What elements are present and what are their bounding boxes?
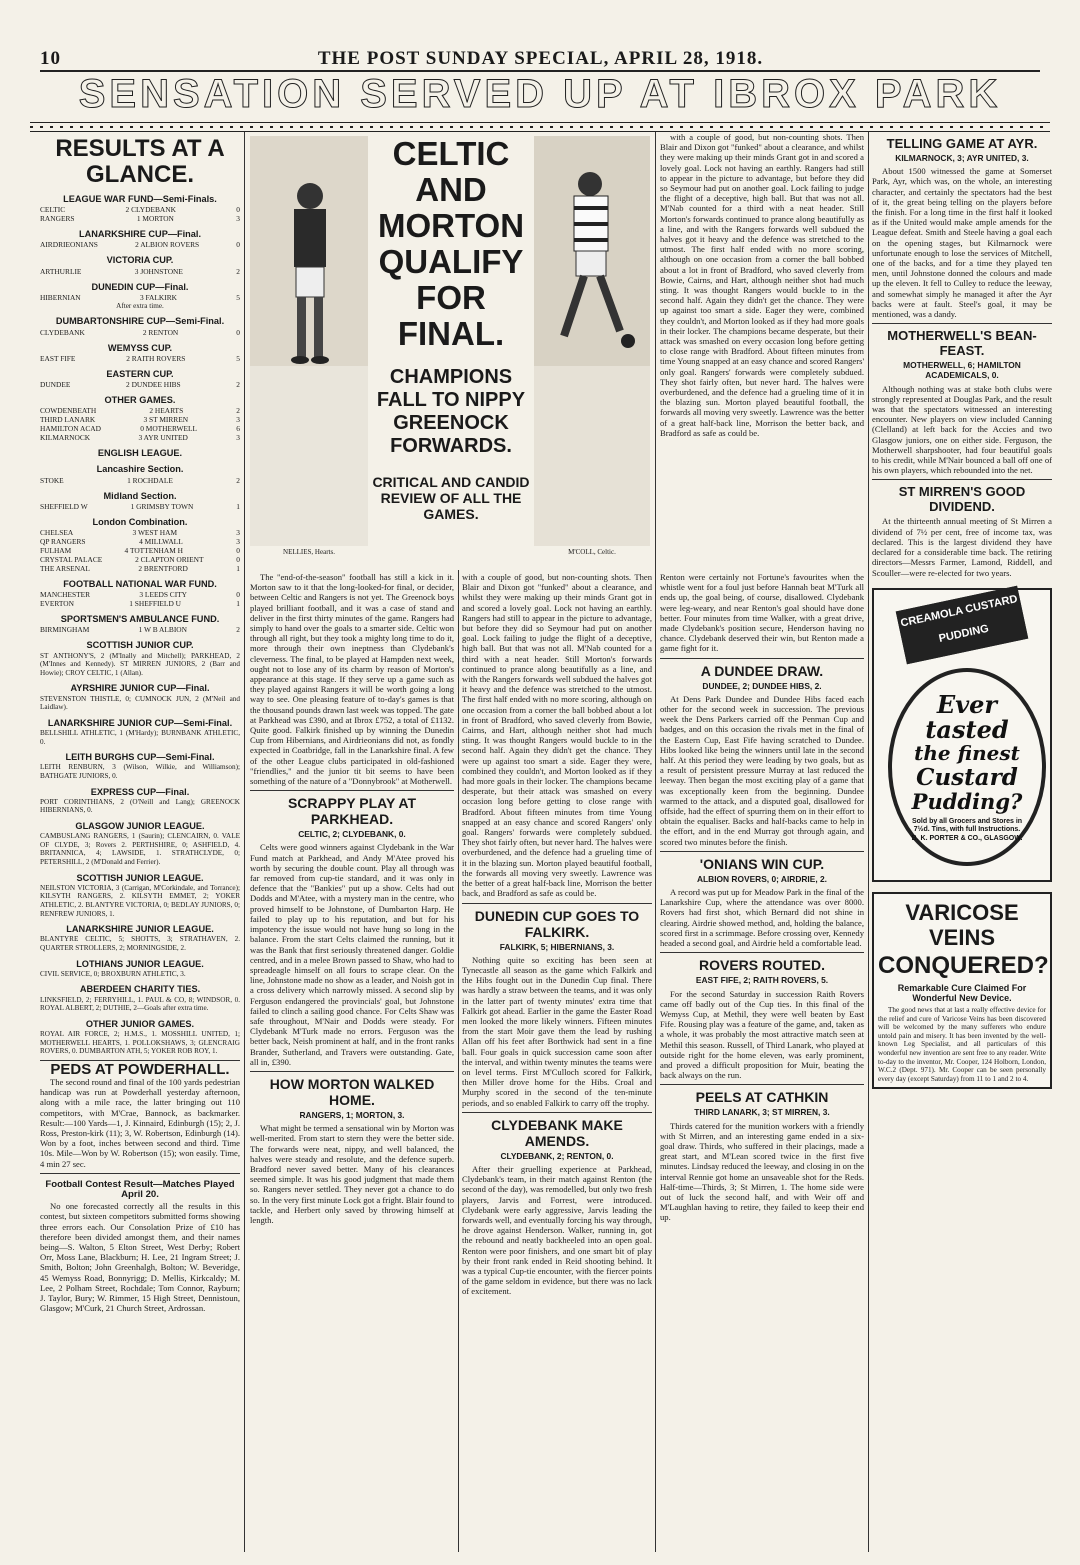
home-team: CHELSEA [40, 528, 74, 538]
junior-section-heading: SCOTTISH JUNIOR LEAGUE. [76, 872, 204, 883]
results-section-heading: VICTORIA CUP. [106, 255, 174, 266]
junior-section-text: ROYAL AIR FORCE, 2; H.M.S., 1. MOSSHILL UNITED, 1; MOTHERWELL HEARTS, 1. POLLOKSHAWS, 3; GLENCRAIG ROVERS, 0. DUMBARTON ATH, 5; YOKER ROB ROY, 1. [40, 1029, 240, 1056]
away-score: 1 [236, 501, 240, 511]
right-column [872, 132, 1052, 1552]
ad-line-4: Custard [916, 763, 1018, 791]
result-row [40, 205, 240, 214]
away-score: 0 [236, 555, 240, 565]
results-section-heading: WEMYSS CUP. [107, 342, 173, 353]
score-and-away-team: 4 MILLWALL [139, 537, 183, 547]
results-section-heading: EASTERN CUP. [106, 368, 174, 379]
home-team: CELTIC [40, 205, 66, 215]
column-rule [655, 132, 656, 1552]
away-score: 3 [236, 528, 240, 538]
home-team: EVERTON [40, 599, 74, 609]
away-score: 0 [236, 327, 240, 337]
home-team: RANGERS [40, 214, 75, 224]
results-column [40, 132, 240, 1552]
result-row [40, 476, 240, 485]
page-number: 10 [40, 48, 61, 69]
ad-line-1: Ever [936, 689, 998, 719]
player-figure-icon [250, 136, 368, 546]
junior-section-text: NEILSTON VICTORIA, 3 (Carrigan, M'Corkindale, and Torrance); KILSYTH RANGERS, 2. KILSYTH EMMET, 2; YOKER ATHLETIC, 2. BLANTYRE VICTORIA, 0; BEDLAY JUNIORS, 0; RENFREW JUNIORS, 1. [40, 883, 240, 918]
home-team: THIRD LANARK [40, 415, 96, 425]
junior-section-text: BELLSHILL ATHLETIC, 1 (M'Hardy); BURNBANK ATHLETIC, 0. [40, 729, 240, 746]
motherwell-heading: MOTHERWELL'S BEAN-FEAST. [887, 328, 1037, 359]
main-headline-block [250, 136, 650, 568]
ayr-heading: TELLING GAME AT AYR. [886, 136, 1038, 151]
stmirren-text: At the thirteenth annual meeting of St Mirren a dividend of 7½ per cent, free of income tax, was declared. This is the largest dividend they have declared for a considerable time back. The retiring directors—Messrs Farmer, Lamond, Riddell, and Scouller—were re-elected for two years. [872, 516, 1052, 578]
result-row [40, 406, 240, 415]
photo-caption-left: NELLIES, Hearts. [283, 548, 335, 556]
dotted-rule [30, 122, 1050, 132]
ayr-text: About 1500 witnessed the game at Somerset Park, Ayr, which was, on the whole, an interesting character, and certainly the spectators had the best of it, the great being telling on the players before the finish. For a long time in the first half it looked as if the United would make ample amends for the League defeat. Smith and Steele having a goal each on the opening stages, but Kilmarnock were unfortunate enough to lose the services of Mitchell, one of the backs, and for a time they played ten men, until Johnstone donned the colours and made up the eleven. It fell to Culley to reduce the leeway, and somewhat simply he managed it after the Ayr backs were at fault. Steel's goal, it may be mentioned, was a dandy. [872, 166, 1052, 320]
scrappy-score: CELTIC, 2; CLYDEBANK, 0. [298, 829, 406, 840]
results-section-heading: SPORTSMEN'S AMBULANCE FUND. [60, 614, 220, 625]
away-score: 0 [236, 546, 240, 556]
motherwell-text: Although nothing was at stake both clubs were strongly represented at Douglas Park, and the result was that the spectators witnessed an interesting encounter. New players on view included Canning (Clelland) at left back for the Accies and two Glasgow juniors, one on either side. Ferguson, the Motherwell sharpshooter, had four beautiful goals to his credit, while M'Nair bounced a ball off one of his own players, which rebounded into the net. [872, 383, 1052, 476]
result-row [40, 599, 240, 608]
rovers-text: For the second Saturday in succession Raith Rovers came off badly out of the Cup ties. In this final of the Wemyss Cup, at Methil, they were well beaten by East Fife. Rousing play was a feature of the game, and, taken as a whole, it was probably the most attractive match seen at Methil this season. Russell, of Third Lanark, who played at outside right for the home eleven, was early prominent, and proved a difficult proposition for Muir, beating the back always on the run. [660, 988, 864, 1081]
dundee-score: DUNDEE, 2; DUNDEE HIBS, 2. [702, 680, 822, 691]
results-section-heading: FOOTBALL NATIONAL WAR FUND. [63, 579, 217, 590]
creamola-oval [888, 668, 1046, 866]
home-team: COWDENBEATH [40, 406, 97, 416]
home-team: HAMILTON ACAD [40, 424, 101, 434]
motherwell-score: MOTHERWELL, 6; HAMILTON ACADEMICALS, 0. [903, 360, 1021, 381]
onians-score: ALBION ROVERS, 0; AIRDRIE, 2. [697, 873, 827, 884]
score-and-away-team: 4 TOTTENHAM H [124, 546, 183, 556]
column-rule [458, 570, 459, 1552]
player-photo-left [250, 136, 368, 546]
renton-continued: Renton were certainly not Fortune's favourites when the whistle went for a foul just before Hannah beat M'Turk all ends up, the goal being, of course, disallowed. Clydebank were leg-weary, and near Renton's goal should have done better. Four minutes from time Walker, with a great drive, made Clydebank's position secure, Henderson having no chance. Clydebank deserved their win, but Renton made a game fight for it. [660, 572, 864, 654]
result-row [40, 293, 240, 302]
main-headline: CELTIC AND MORTON QUALIFY FOR FINAL. [377, 135, 525, 352]
result-row [40, 625, 240, 634]
junior-section-heading: LANARKSHIRE JUNIOR CUP—Semi-Final. [47, 717, 233, 728]
deck-one: CHAMPIONS FALL TO NIPPY GREENOCK FORWARDS. [376, 366, 526, 457]
results-section-heading: LEAGUE WAR FUND—Semi-Finals. [63, 194, 217, 204]
score-and-away-team: 1 GRIMSBY TOWN [130, 501, 194, 511]
result-note: After extra time. [116, 301, 164, 310]
junior-section-text: STEVENSTON THISTLE, 0; CUMNOCK JUN, 2 (M'Neil and Laidlaw). [40, 694, 240, 712]
home-team: STOKE [40, 475, 64, 485]
score-and-away-team: 1 ROCHDALE [127, 475, 173, 485]
home-team: CRYSTAL PALACE [40, 555, 103, 565]
home-team: HIBERNIAN [40, 292, 81, 302]
away-score: 3 [236, 214, 240, 224]
story-column-1 [250, 572, 454, 1552]
results-section-heading: ENGLISH LEAGUE. [97, 448, 183, 459]
away-score: 2 [236, 406, 240, 416]
score-and-away-team: 2 RAITH ROVERS [126, 353, 186, 363]
home-team: ARTHURLIE [40, 266, 82, 276]
home-team: SHEFFIELD W [40, 501, 88, 511]
away-score: 3 [236, 415, 240, 425]
result-row [40, 502, 240, 511]
ad-line-3: the finest [914, 740, 1020, 765]
away-score: 3 [236, 537, 240, 547]
result-row [40, 546, 240, 555]
away-score: 5 [236, 353, 240, 363]
junior-section-heading: LEITH BURGHS CUP—Semi-Final. [65, 752, 215, 763]
score-and-away-team: 0 MOTHERWELL [140, 424, 198, 434]
home-team: EAST FIFE [40, 353, 76, 363]
morton-continued: with a couple of good, but non-counting shots. Then Blair and Dixon got "funked" about a clearance, and whilst they were making up their minds Grant got in and scored a lovely goal. Lock not having an earthly. Rangers had still to appear in the picture to advantage, but before they did so Seymour had put on another goal. Lock failing to judge the flight of a deceptive, high ball. But that was not all. M'Nab counted for a third with a neat header. Still Morton's forwards continued to prance along beautifully as a line, and with the Rangers forwards well subdued the halves got it heavy and the defence was stretched to the utmost. The first half ended with no more scoring, although on one occasion from a corner the ball bobbed about a lot in front of Bradford, who saved cleverly from Bowie, Cairns, and Hart, although neither shot had much sting. It was thought Rangers would buckle to in the second half. Again they didn't get the chance. They were up against too smart a side. Eager they were, combined they couldn't, and Morton looked as if they had more goals in their locker. The champions became desperate, but their attack was smashed on every occasion long before getting to close range with Bradford. About fifteen minutes from time Young snapped at an easy chance and scored Rangers' only goal. Rangers' forwards were completely subdued. They shot fairly often, but never hard. The halves were overburdened, and the defence had a grueling time of it in the blazing sun. Morton played beautiful football, the forwards all moving very sweetly. Lawrence was the better of a great half-back line, Morrison the better back, and Bradford as safe as could be. [462, 572, 652, 899]
rovers-score: EAST FIFE, 2; RAITH ROVERS, 5. [695, 975, 829, 986]
dundee-text: At Dens Park Dundee and Dundee Hibs faced each other for the second week in succession. The previous week the Dens Parkers carried off the Penman Cup and badges, and on this occasion the rivals met in the final of the Eastern Cup, East Fife having scratched to Dundee. Hibs looked like being the winners until late in the second half. At this period they were leading by two goals, but as a result of persistent pressure Murray at last reduced the leeway. Then began the most exciting play of a game that was exceptionally keen from the beginning. Dundee warmed to the attack, and a disputed goal, disallowed for offside, had the effect of spurring them on in their effort to obtain the equaliser. Backs and half-backs came to help in the effort, and in the end Murray got through again, and scored two minutes before the finish. [660, 693, 864, 847]
results-section-heading: Lancashire Section. [96, 464, 184, 475]
results-section-heading: LANARKSHIRE CUP—Final. [79, 229, 201, 240]
score-and-away-team: 3 WEST HAM [132, 528, 178, 538]
morton-score: RANGERS, 1; MORTON, 3. [299, 1109, 405, 1120]
junior-section-text: LINKSFIELD, 2; FERRYHILL, 1. PAUL & CO, 8; WINDSOR, 0. ROYAL ALBERT, 2; DUTHIE, 2—Goals after extra time. [40, 995, 240, 1013]
score-and-away-team: 3 LEEDS CITY [139, 590, 188, 600]
morton-text: What might be termed a sensational win by Morton was well-merited. From start to stern they were the better side. The forwards were neat, nippy, and well balanced, the halves were steady and resolute, and the defence superb. Bradford never saved better. Many of his clearances seemed simple. It was his good judgment that made them so. Rangers never settled. They never got a chance to do so. In the very first minute Lock got a fright. Blair found to tackle, and Herbert only saved by throwing himself at length. [250, 1123, 454, 1225]
result-row [40, 528, 240, 537]
story-column-2 [462, 572, 652, 1552]
clydebank-text: After their gruelling experience at Parkhead, Clydebank's team, in their match against Renton (the second of the day), was remodelled, but only two fresh players, Jarvis and Forrest, were introduced. Clydebank were early aggressive, Jarvis leading the forwards well, and eventually forcing his way through, he drove against Henderson. Walker, running in, got the rebound and neatly backheeled into an open goal. Renton were poor finishers, and one smart bit of play by their front rank ended in Reid shooting behind. It was a typical Cup-tie encounter, with the fiercer points of the game seldom in evidence, but there was no lack of excitement. [462, 1163, 652, 1297]
dunedin-score: FALKIRK, 5; HIBERNIANS, 3. [499, 941, 615, 952]
away-score: 1 [236, 599, 240, 609]
onians-heading: 'ONIANS WIN CUP. [699, 855, 825, 872]
result-row [40, 240, 240, 249]
junior-section-text: LEITH RENBURN, 3 (Wilson, Wilkie, and Williamson); BATHGATE JUNIORS, 0. [40, 763, 240, 780]
home-team: AIRDRIEONIANS [40, 240, 98, 250]
junior-section-heading: ABERDEEN CHARITY TIES. [79, 984, 201, 995]
result-row [40, 424, 240, 433]
result-row [40, 415, 240, 424]
results-section-heading: OTHER GAMES. [104, 395, 176, 406]
ayr-score: KILMARNOCK, 3; AYR UNITED, 3. [895, 153, 1029, 163]
junior-section-text: CIVIL SERVICE, 0; BROXBURN ATHLETIC, 3. [40, 969, 186, 978]
junior-section-heading: LOTHIANS JUNIOR LEAGUE. [76, 958, 204, 969]
result-row [40, 555, 240, 564]
dundee-heading: A DUNDEE DRAW. [700, 662, 824, 679]
results-section-heading: Midland Section. [103, 490, 177, 501]
junior-results [40, 640, 240, 1055]
peds-heading: PEDS AT POWDERHALL. [50, 1060, 230, 1078]
ad-line-2: tasted [925, 714, 1009, 744]
photo-caption-right: M'COLL, Celtic. [568, 548, 616, 556]
junior-section-text: CAMBUSLANG RANGERS, 1 (Saurin); CLENCAIRN, 0. VALE OF CLYDE, 3; Rovers 2. PERTHSHIRE, 0; ASHFIELD, 4. BRITANNICA, 4; LAWSIDE, 1. STRATHCLYDE, 0; PETERSHILL, 2 (M'Donald and Ferrier). [40, 832, 240, 866]
morton-heading: HOW MORTON WALKED HOME. [269, 1075, 435, 1108]
varicose-text: The good news that at last a really effective device for the relief and cure of Varicose Veins has been discovered will be welcomed by the many sufferers who endure untold pain and misery. It has been invented by the well-known Leg Specialist, and all particulars of this wonderful new invention are sent free to any reader. Write to-day to the inventor, Mr. Cooper, 124 Holborn, London, W.C.2 (Dept. 971). Mr. Cooper can be seen personally every day (except Saturday) from 11 to 1 and 2 to 4. [878, 1006, 1046, 1083]
varicose-sub: Remarkable Cure Claimed For Wonderful New Device. [897, 982, 1027, 1003]
stmirren-heading: ST MIRREN'S GOOD DIVIDEND. [898, 484, 1026, 515]
away-score: 6 [236, 424, 240, 434]
score-and-away-team: 1 SHEFFIELD U [129, 599, 181, 609]
coupon-heading: Football Contest Result—Matches Played April 20. [45, 1178, 235, 1200]
away-score: 1 [236, 564, 240, 574]
junior-section-heading: LANARKSHIRE JUNIOR LEAGUE. [66, 924, 214, 935]
ad-line-5: Pudding? [911, 788, 1023, 814]
result-row [40, 380, 240, 389]
creamola-advert [872, 588, 1052, 882]
player-figure-icon [534, 136, 650, 546]
creamola-box: CREAMOLA CUSTARD PUDDING [896, 585, 1029, 664]
story-column-3-top [660, 132, 864, 568]
clydebank-score: CLYDEBANK, 2; RENTON, 0. [500, 1150, 614, 1161]
morton-continued-top: with a couple of good, but non-counting shots. Then Blair and Dixon got "funked" about a clearance, and whilst they were making up their minds Grant got in and scored a lovely goal. Lock not having an earthly. Rangers had still to appear in the picture to advantage, but before they did so Seymour had put on another goal. Lock failing to judge the flight of a deceptive, high ball. But that was not all. M'Nab counted for a third with a neat header. Still Morton's forwards continued to prance along beautifully as a line, and with the Rangers forwards well subdued the halves got it heavy and the defence was stretched to the utmost. The first half ended with no more scoring, although on one occasion from a corner the ball bobbed about a lot in front of Bradford, who saved cleverly from Bowie, Cairns, and Hart, although neither shot had much sting. It was thought Rangers would buckle to in the second half. Again they didn't get the chance. They were up against too smart a side. Eager they were, combined they couldn't, and Morton looked as if they had more goals in their locker. The champions became desperate, but their attack was smashed on every occasion long before getting to close range with Bradford. About fifteen minutes from time Young snapped at an easy chance and scored Rangers' only goal. Rangers' forwards were completely subdued. They shot fairly often, but never hard. The halves were overburdened, and the defence had a grueling time of it in the blazing sun. Morton played beautiful football, the forwards all moving very sweetly. Lawrence was the better of a great half-back line, Morrison the better back, and Bradford as safe as could be. [660, 132, 864, 438]
junior-section-heading: OTHER JUNIOR GAMES. [85, 1018, 195, 1029]
results-section-heading: London Combination. [92, 516, 188, 527]
dunedin-text: Nothing quite so exciting has been seen at Tynecastle all season as the game which Falkirk and the Hibs fought out in the Dunedin Cup final. There was hardly a straw between the teams, and it was only in the latter part of twenty minutes' extra time that Falkirk got ahead. Earlier in the game the Easter Road men looked the more likely winners. Fifteen minutes from the start Moir gave them the lead by rushing Allan off his feet after Borthwick had sent in a fine ball. Four goals in quick succession came soon after the interval, and within twenty minutes the teams were on level terms. First M'Culloch scored for Falkirk, then Miller drove home for the Hibs. Croal and Murphy scored in the second of the ten-minute periods, and so enabled Falkirk to carry off the trophy. [462, 954, 652, 1108]
story-column-3 [660, 572, 864, 1552]
result-row [40, 354, 240, 363]
score-and-away-team: 2 ALBION ROVERS [135, 240, 200, 250]
result-row [40, 537, 240, 546]
coupon-text: No one forecasted correctly all the results in this contest, but sixteen competitors submitted forms showing three errors each. Our Consolation Prize of £10 has therefore been divided amongst them, and their names being—S. Walton, 5 Elton Street, West Derby; Robert Orr, Moss Lane, Blackburn; H. Lee, 21 Ingram Street; J. Smith, Bolton; John Greenhalgh, Bolton; W. Beveridge, 45 Wemyss Road, Bonnyrigg; D. Mellis, Kirkcaldy; M. Lee, 2 Polham Street, Rochdale; Tom Connor, Rayburn; J. Taylor, Bury; W. Rimmer, 15 High Street, Dennistoun, Glasgow; M'Curk, 21 Church Street, Ardrossan. [40, 1201, 240, 1314]
home-team: BIRMINGHAM [40, 625, 90, 635]
results-section-heading: DUNEDIN CUP—Final. [91, 281, 189, 292]
result-row [40, 564, 240, 573]
score-and-away-team: 2 CLYDEBANK [125, 205, 176, 215]
varicose-head-2: CONQUERED? [878, 951, 1049, 979]
result-row [40, 590, 240, 599]
home-team: MANCHESTER [40, 590, 91, 600]
clydebank-heading: CLYDEBANK MAKE AMENDS. [491, 1116, 623, 1149]
score-and-away-team: 2 CLAPTON ORIENT [135, 555, 204, 565]
cathkin-text: Thirds catered for the munition workers with a friendly with St Mirren, and an interesting game ended in a six-goal draw. Thirds, who suffered in their placings, made a great start, and M'Lean scored twice in the first five minutes. Lindsay reduced the leeway, and closing in on the interval Rennie got home an unsaveable shot for the Reds. Half-time—Thirds, 3; St Mirren, 1. The home side were out of luck the second half, and with Weir off and M'Laughlan having to retire, they failed to keep their end up. [660, 1120, 864, 1223]
away-score: 0 [236, 205, 240, 215]
away-score: 5 [236, 292, 240, 302]
ad-small-print: Sold by all Grocers and Stores in 7½d. Tins, with full Instructions. [911, 817, 1023, 833]
home-team: THE ARSENAL [40, 564, 90, 574]
result-row [40, 267, 240, 276]
away-score: 0 [236, 590, 240, 600]
home-team: KILMARNOCK [40, 433, 91, 443]
dunedin-heading: DUNEDIN CUP GOES TO FALKIRK. [474, 907, 640, 940]
result-row [40, 328, 240, 337]
results-list [40, 194, 240, 634]
cathkin-score: THIRD LANARK, 3; ST MIRREN, 3. [694, 1107, 830, 1118]
away-score: 2 [236, 266, 240, 276]
scrappy-heading: SCRAPPY PLAY AT PARKHEAD. [287, 795, 417, 828]
varicose-head-1: VARICOSE VEINS [905, 899, 1019, 950]
varicose-advert [872, 892, 1052, 1090]
score-and-away-team: 2 BRENTFORD [138, 564, 188, 574]
column-rule [868, 132, 869, 1552]
player-photo-right [534, 136, 650, 546]
rovers-heading: ROVERS ROUTED. [698, 957, 825, 974]
score-and-away-team: 3 AYR UNITED [138, 433, 188, 443]
masthead: THE POST SUNDAY SPECIAL, APRIL 28, 1918. [317, 48, 764, 69]
banner-headline: SENSATION SERVED UP AT IBROX PARK [78, 72, 1002, 116]
home-team: QP RANGERS [40, 537, 86, 547]
away-score: 2 [236, 625, 240, 635]
score-and-away-team: 3 JOHNSTONE [134, 266, 183, 276]
junior-section-heading: SCOTTISH JUNIOR CUP. [86, 640, 194, 651]
results-title: RESULTS AT A GLANCE. [55, 135, 225, 188]
junior-section-text: PORT CORINTHIANS, 2 (O'Neill and Lang); GREENOCK HIBERNIANS, 0. [40, 797, 240, 815]
junior-section-heading: GLASGOW JUNIOR LEAGUE. [75, 820, 205, 831]
ad-maker: B. K. PORTER & CO., GLASGOW. [911, 834, 1023, 842]
column-rule [244, 132, 245, 1552]
away-score: 2 [236, 475, 240, 485]
cathkin-heading: PEELS AT CATHKIN [695, 1089, 829, 1106]
junior-section-heading: AYRSHIRE JUNIOR CUP—Final. [70, 683, 210, 694]
result-row [40, 214, 240, 223]
lead-story: The "end-of-the-season" football has still a kick in it. Morton saw to it that the long-looked-for final, or decider, between Celtic and Rangers is not yet. The Greenock boys played brilliant football, and it was a case of stand and deliver in the first thirty minutes of the game. Rangers had simply to hand over the goals to a smarter side. Celtic won through all right, but they took a mighty long time to do it, more through their own ineptness than Clydebank's cleverness. The final, to be played at Hampden next week, ought not to lose any of its charm by reason of Morton's appearance at this stage. If they serve up a game such as they played against Rangers it will be worth going a long way to see. One pleasing feature of to-day's games is that the thousand pounds drawn last week was topped. The gate at Parkhead was £390, and at Ibrox £752, a total of £1132. Quite good. Falkirk finished up by winning the Dunedin Cup from Hibernians, and Airdrieonians did not, as fondly expected in Coatbridge, fall in the Lanarkshire final. A few of the other League clubs participated in old-fashioned "friendlies," and the junior tit bit seems to have been something of the nature of a "Donnybrook" at Motherwell. [250, 572, 454, 787]
score-and-away-team: 1 MORTON [136, 214, 174, 224]
score-and-away-team: 2 DUNDEE HIBS [126, 380, 181, 390]
junior-section-heading: EXPRESS CUP—Final. [90, 786, 190, 797]
junior-section-text: BLANTYRE CELTIC, 5; SHOTTS, 3; STRATHAVEN, 2. QUARTER STROLLERS, 2; MORNINGSIDE, 2. [40, 935, 240, 952]
away-score: 3 [236, 433, 240, 443]
results-section-heading: DUMBARTONSHIRE CUP—Semi-Final. [55, 316, 225, 327]
home-team: DUNDEE [40, 380, 71, 390]
deck-two: CRITICAL AND CANDID REVIEW OF ALL THE GAMES. [372, 474, 530, 522]
score-and-away-team: 3 ST MIRREN [143, 415, 189, 425]
home-team: FULHAM [40, 546, 72, 556]
score-and-away-team: 3 FALKIRK [139, 292, 177, 302]
result-row [40, 433, 240, 442]
junior-section-text: ST ANTHONY'S, 2 (M'Inally and Mitchell); PARKHEAD, 2 (M'Innes and Kennedy). ST MIRREN JUNIORS, 2 (Barr and Howie); CROY CELTIC, 1 (Allan). [40, 651, 240, 677]
peds-text: The second round and final of the 100 yards pedestrian handicap was run at Powderhall yesterday afternoon, along with a mile race, the latter bringing out 110 competitors, with M'Crae, Bannock, as backmarker. Result:—100 Yards—1, J. Kinnaird, Edinburgh (15); 2, J. Ross, Preston-kirk (11); 3, W. Robertson, Edinburgh (14). Won by a foot, inches between second and third. Time 10s. Mile—Won by W. Robertson (15); won easily. Time, 4 min 27 sec. [40, 1076, 240, 1169]
score-and-away-team: 1 W B ALBION [138, 625, 187, 635]
score-and-away-team: 2 RENTON [142, 327, 179, 337]
scrappy-text: Celts were good winners against Clydebank in the War Fund match at Parkhead, and Andy M'Atee proved his worth by securing the double count. Play all through was far removed from cup-tie standard, and it was only in defence that the "Bankies" put up a show. Celts had out Dodds and M'Atee, with a mystery man in the centre, who proved himself to be Johnstone, of Dumbarton Harp. He failed to play up to his reputation, and but for his impotency the issue would not have hung so long in the balance. From the start Celts claimed the running, but it was the Bank that first seriously threatened danger. Goldie centred, and in a melee Brown passed to Shaw, who had to spreadeagle himself on all fours to scrape clear. On the line, Johnstone made no show as a leader, and Noish got in a cross delivery which narrowly missed. A second slip by Ferguson endangered the provincials' goal, but Johnstone failed to clinch a sailing good chance. For Celts Shaw was safe throughout, M'Nair and Dodds were steady. For Clydebank M'Turk made no errors. Ferguson was the better back, Neish prominent at half, and in the front ranks Brander, Sutherland, and Travers were outstanding. Gate, all in, £390. [250, 842, 454, 1067]
folio [40, 48, 1040, 72]
home-team: CLYDEBANK [40, 327, 85, 337]
away-score: 0 [236, 240, 240, 250]
away-score: 2 [236, 380, 240, 390]
score-and-away-team: 2 HEARTS [149, 406, 184, 416]
onians-text: A record was put up for Meadow Park in the final of the Lanarkshire Cup, where the attendance was over 8000. Rovers had first shot, which Bernard did not shine in clearing. Airdrie showed method, and, holding the balance, scored first in a scrimmage. Before crossing over, Kennedy headed a second goal, and Airdrie held a comfortable lead. [660, 887, 864, 949]
